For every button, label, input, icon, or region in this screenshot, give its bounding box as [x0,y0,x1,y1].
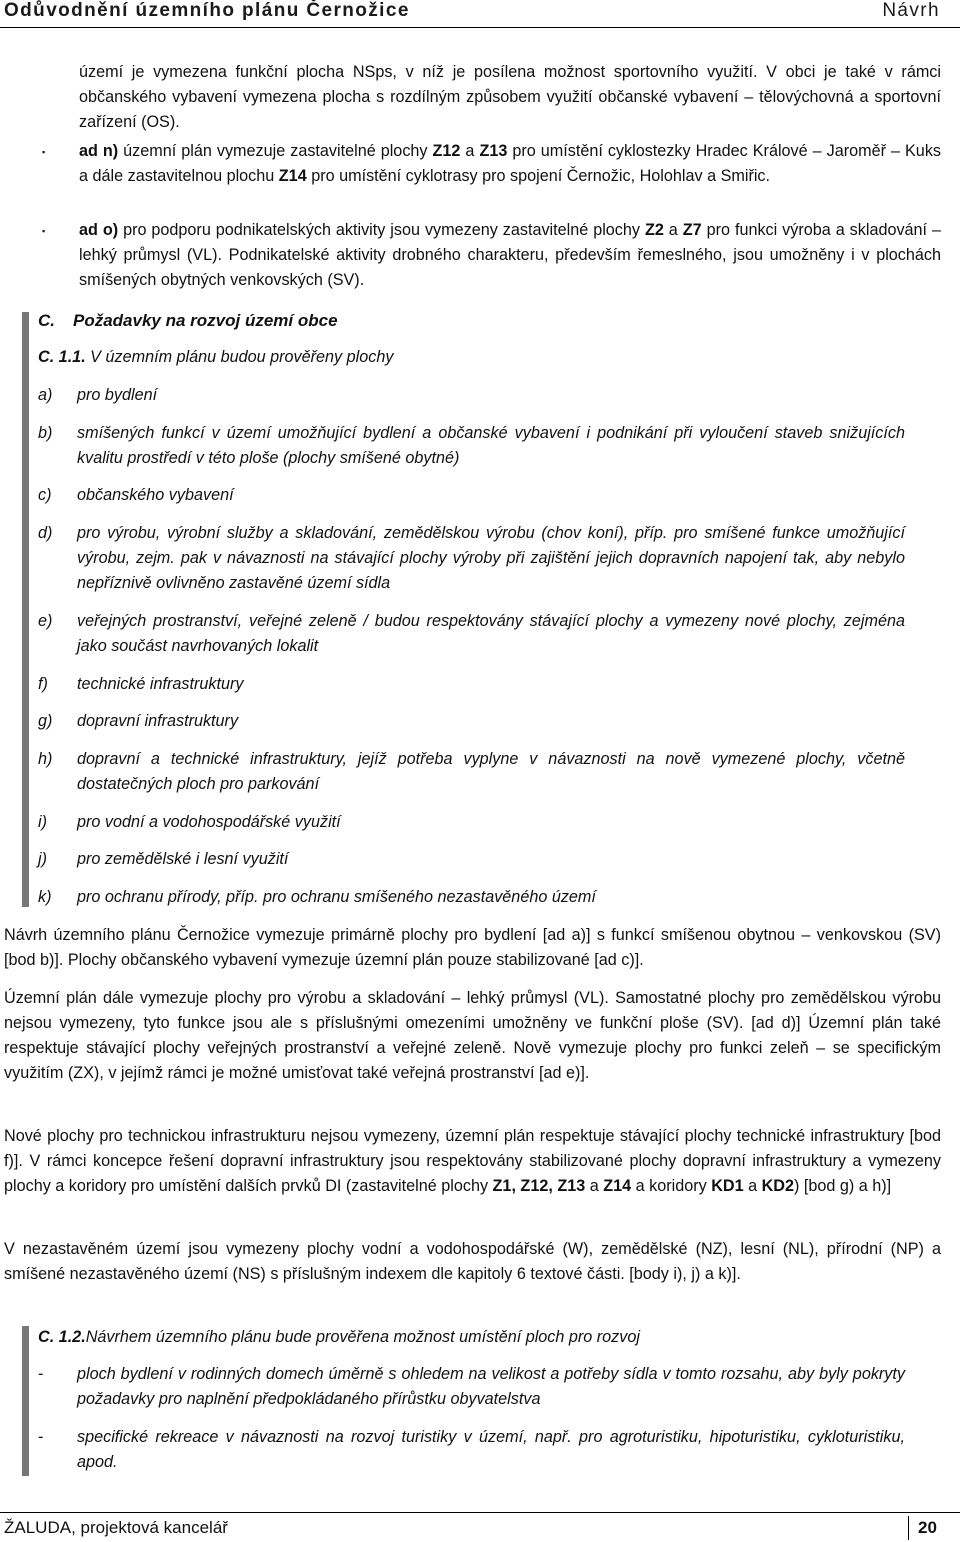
bullet-text: a [460,142,480,160]
bullet-item-n [79,139,941,189]
footer-company: ŽALUDA, projektová kancelář [4,1518,228,1537]
section-number: C. [38,311,55,330]
area-code: Z1, Z12, Z13 [492,1177,586,1195]
section-heading [38,308,638,333]
page-number: 20 [918,1518,937,1537]
list-item: dopravní infrastruktury [77,712,239,730]
bullet-text: územní plán vymezuje zastavitelné plochy [118,142,433,160]
bullet-lead: ad o) [79,221,119,239]
list-label: a) [38,386,53,404]
bullet-item-o [79,218,941,293]
list-item: pro výrobu, výrobní služby a skladování, zemědělskou výrobu (chov koní), příp. pro smíšené funkce umožňující výrobu, zejm. pak v návaznosti na stávající plochy výroby při zajištění jejich dopravních napojení tak, aby nebylo nepříznivě ovlivněno zastavěné území sídla [77,524,905,592]
body-paragraph: Územní plán dále vymezuje plochy pro výrobu a skladování – lehký průmysl (VL). Samostatné plochy pro zemědělskou výrobu nejsou vymezeny, tyto funkce jsou ale s příslušnými omezeními umožněny ve funkční ploše (SV). [ad d)] Územní plán také respektuje stávající plochy veřejných prostranství a veřejné zeleně. Nově vymezuje plochy pro funkci zeleň – se specifickým využitím (ZX), v jejímž rámci je možné umisťovat také veřejná prostranství [ad e)]. [4,989,941,1082]
list-label: e) [38,612,53,630]
corridor-code: KD1 [711,1177,744,1195]
subsection-heading [38,1325,898,1350]
list-item: ploch bydlení v rodinných domech úměrně s ohledem na velikost a potřeby sídla v tomto rozsahu, aby byly pokryty požadavky pro naplnění předpokládaného přírůstku obyvatelstva [77,1365,905,1408]
list-item: pro bydlení [77,386,158,404]
bullet-lead: ad n) [79,142,119,160]
list-item: pro zemědělské i lesní využití [77,850,289,868]
list-label: j) [38,850,47,868]
header-rule [0,27,960,28]
paragraph-text: Nové plochy pro technickou infrastrukturu nejsou vymezeny, územní plán respektuje stávající plochy technické infrastruktury [bod f)]. V rámci koncepce řešení dopravní infrastruktury jsou respektovány stabilizované plochy dopravní infrastruktury a vymezeny plochy a koridory pro umístění dalších prvků DI (zastavitelné plochy [4,1127,941,1195]
intro-paragraph: území je vymezena funkční plocha NSps, v níž je posílena možnost sportovního využití. V obci je také v rámci občanského vybavení vymezena plocha s rozdílným způsobem využití občanské vybavení – tělovýchovná a sportovní zařízení (OS). [79,63,941,131]
page-header [0,0,960,26]
list-label: d) [38,524,53,542]
bullet-text: pro umístění cyklotrasy pro spojení Černožic, Holohlav a Smiřic. [306,167,771,185]
bullet-marker: ▪ [42,226,46,236]
area-code: Z13 [479,142,508,160]
list-item: občanského vybavení [77,486,234,504]
dash-marker: - [38,1365,44,1383]
dash-marker: - [38,1428,44,1446]
area-code: Z12 [432,142,461,160]
paragraph-text: a koridory [631,1177,712,1195]
subsection-number: C. 1.2. [38,1328,86,1346]
footer-rule [0,1512,960,1513]
list-label: i) [38,813,47,831]
section-title: Požadavky na rozvoj území obce [73,311,338,330]
list-item: dopravní a technické infrastruktury, jejíž potřeba vyplyne v návaznosti na nově vymezené plochy, včetně dostatečných ploch pro parkování [77,750,905,793]
body-paragraph: V nezastavěném území jsou vymezeny plochy vodní a vodohospodářské (W), zemědělské (NZ), lesní (NL), přírodní (NP) a smíšené nezastavěného území (NS) s příslušným indexem dle kapitoly 6 textové části. [body i), j) a k)]. [4,1240,941,1283]
subsection-title: Návrhem územního plánu bude prověřena možnost umístění ploch pro rozvoj [85,1328,640,1346]
list-label: f) [38,675,48,693]
footer-divider [908,1516,909,1540]
list-item: specifické rekreace v návaznosti na rozvoj turistiky v území, např. pro agroturistiku, hipoturistiku, cykloturistiku, apod. [77,1428,905,1471]
list-item: technické infrastruktury [77,675,244,693]
section-side-bar [22,312,29,907]
body-paragraph: Návrh územního plánu Černožice vymezuje primárně plochy pro bydlení [ad a)] s funkcí smíšenou obytnou – venkovskou (SV) [bod b)]. Plochy občanského vybavení vymezuje územní plán pouze stabilizované [ad c)]. [4,926,941,969]
paragraph-text: ) [bod g) a h)] [793,1177,892,1195]
section-side-bar [22,1326,29,1476]
body-paragraph [4,1124,941,1199]
list-label: b) [38,424,53,442]
subsection-title: V územním plánu budou prověřeny plochy [85,348,394,366]
corridor-code: KD2 [761,1177,794,1195]
bullet-marker: ▪ [42,147,46,157]
list-item: smíšených funkcí v území umožňující bydlení a občanské vybavení i podnikání při vyloučení staveb snižujících kvalitu prostředí v této ploše (plochy smíšené obytné) [77,424,905,467]
subsection-number: C. 1.1. [38,348,86,366]
area-code: Z2 [644,221,664,239]
list-label: k) [38,888,52,906]
subsection-heading [38,345,898,370]
bullet-text: pro podporu podnikatelských aktivity jsou vymezeny zastavitelné plochy [118,221,645,239]
list-label: h) [38,750,53,768]
area-code: Z14 [603,1177,632,1195]
list-label: c) [38,486,52,504]
paragraph-text: a [585,1177,604,1195]
list-item: pro ochranu přírody, příp. pro ochranu smíšeného nezastavěného území [77,888,596,906]
area-code: Z7 [682,221,702,239]
list-label: g) [38,712,53,730]
bullet-text: pro umístění cyklostezky Hradec Králové – Jaroměř – Kuks a dále zastavitelnou plochu [79,142,942,185]
bullet-text: a [663,221,683,239]
list-item: veřejných prostranství, veřejné zeleně / budou respektovány stávající plochy a vymezeny nové plochy, zejména jako součást navrhovaných lokalit [77,612,905,655]
list-item: pro vodní a vodohospodářské využití [77,813,341,831]
bullet-text: pro funkci výroba a skladování – lehký průmysl (VL). Podnikatelské aktivity drobného charakteru, především řemeslného, jsou umožněny i v plochách smíšených obytných venkovských (SV). [79,221,941,289]
document-title: Odůvodnění územního plánu Černožice [4,0,410,21]
area-code: Z14 [278,167,307,185]
paragraph-text: a [743,1177,762,1195]
document-status: Návrh [882,0,940,21]
